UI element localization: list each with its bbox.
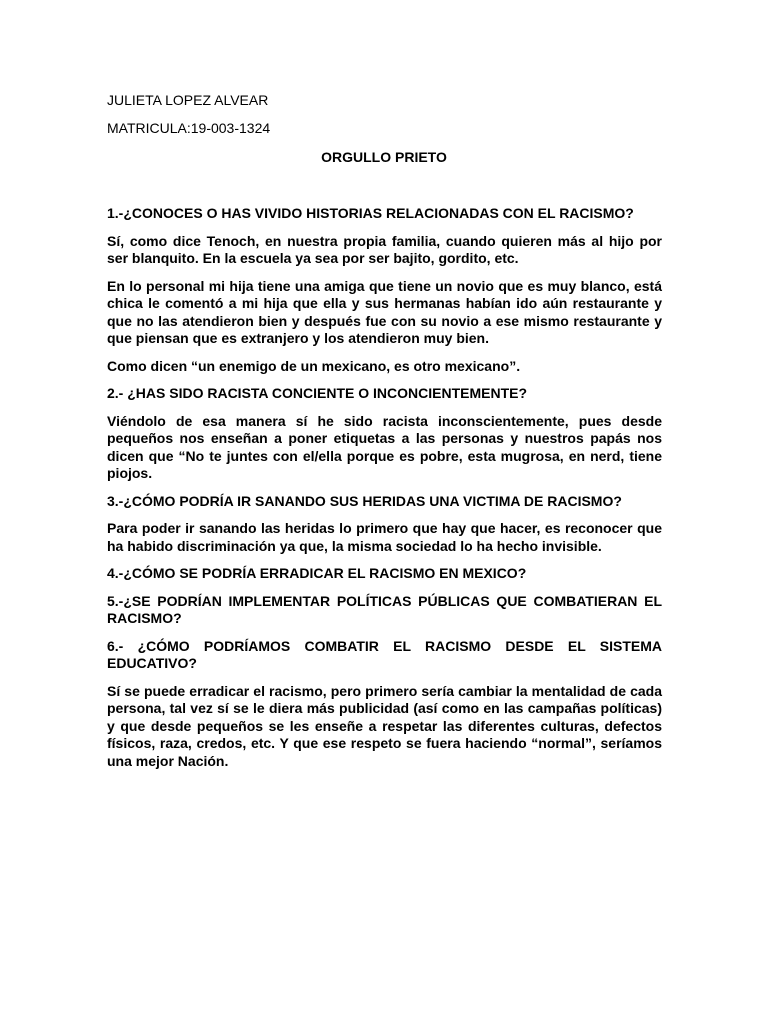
- answer-paragraph: Viéndolo de esa manera sí he sido racista inconscientemente, pues desde pequeños nos enseñan a poner etiquetas a las personas y nuestros papás nos dicen que “No te juntes con el/ella porque es pobre, esta mugrosa, en nerd, tiene piojos.: [107, 412, 662, 481]
- answer-paragraph: Para poder ir sanando las heridas lo primero que hay que hacer, es reconocer que ha habido discriminación ya que, la misma sociedad lo ha hecho invisible.: [107, 520, 662, 554]
- answer-paragraph: Sí, como dice Tenoch, en nuestra propia familia, cuando quieren más al hijo por ser blanquito. En la escuela ya sea por ser bajito, gordito, etc.: [107, 232, 662, 266]
- student-id: MATRICULA:19-003-1324: [107, 120, 271, 136]
- author-name: JULIETA LOPEZ ALVEAR: [107, 92, 269, 108]
- question-6: 6.- ¿CÓMO PODRÍAMOS COMBATIR EL RACISMO DESDE EL SISTEMA EDUCATIVO?: [107, 637, 662, 671]
- question-5: 5.-¿SE PODRÍAN IMPLEMENTAR POLÍTICAS PÚBLICAS QUE COMBATIERAN EL RACISMO?: [107, 592, 662, 626]
- question-3: 3.-¿CÓMO PODRÍA IR SANANDO SUS HERIDAS UNA VICTIMA DE RACISMO?: [107, 492, 622, 509]
- document-body: [107, 205, 662, 780]
- question-4: 4.-¿CÓMO SE PODRÍA ERRADICAR EL RACISMO EN MEXICO?: [107, 565, 527, 581]
- question-2: 2.- ¿HAS SIDO RACISTA CONCIENTE O INCONCIENTEMENTE?: [107, 385, 528, 401]
- answer-paragraph: Como dicen “un enemigo de un mexicano, es otro mexicano”.: [107, 357, 521, 374]
- answer-paragraph: En lo personal mi hija tiene una amiga que tiene un novio que es muy blanco, está chica le comentó a mi hija que ella y sus hermanas habían ido aún restaurante y que no las atendieron bien y después fue con su novio a ese mismo restaurante y que piensan que es extranjero y los atendieron muy bien.: [107, 277, 662, 346]
- document-title: ORGULLO PRIETO: [321, 149, 447, 165]
- question-1: 1.-¿CONOCES O HAS VIVIDO HISTORIAS RELACIONADAS CON EL RACISMO?: [107, 205, 634, 221]
- answer-paragraph: Sí se puede erradicar el racismo, pero primero sería cambiar la mentalidad de cada persona, tal vez sí se le diera más publicidad (así como en las campañas políticas) y que desde pequeños se les enseñe a respetar las diferentes culturas, defectos físicos, raza, credos, etc. Y que ese respeto se fuera haciendo “normal”, seríamos una mejor Nación.: [107, 682, 662, 769]
